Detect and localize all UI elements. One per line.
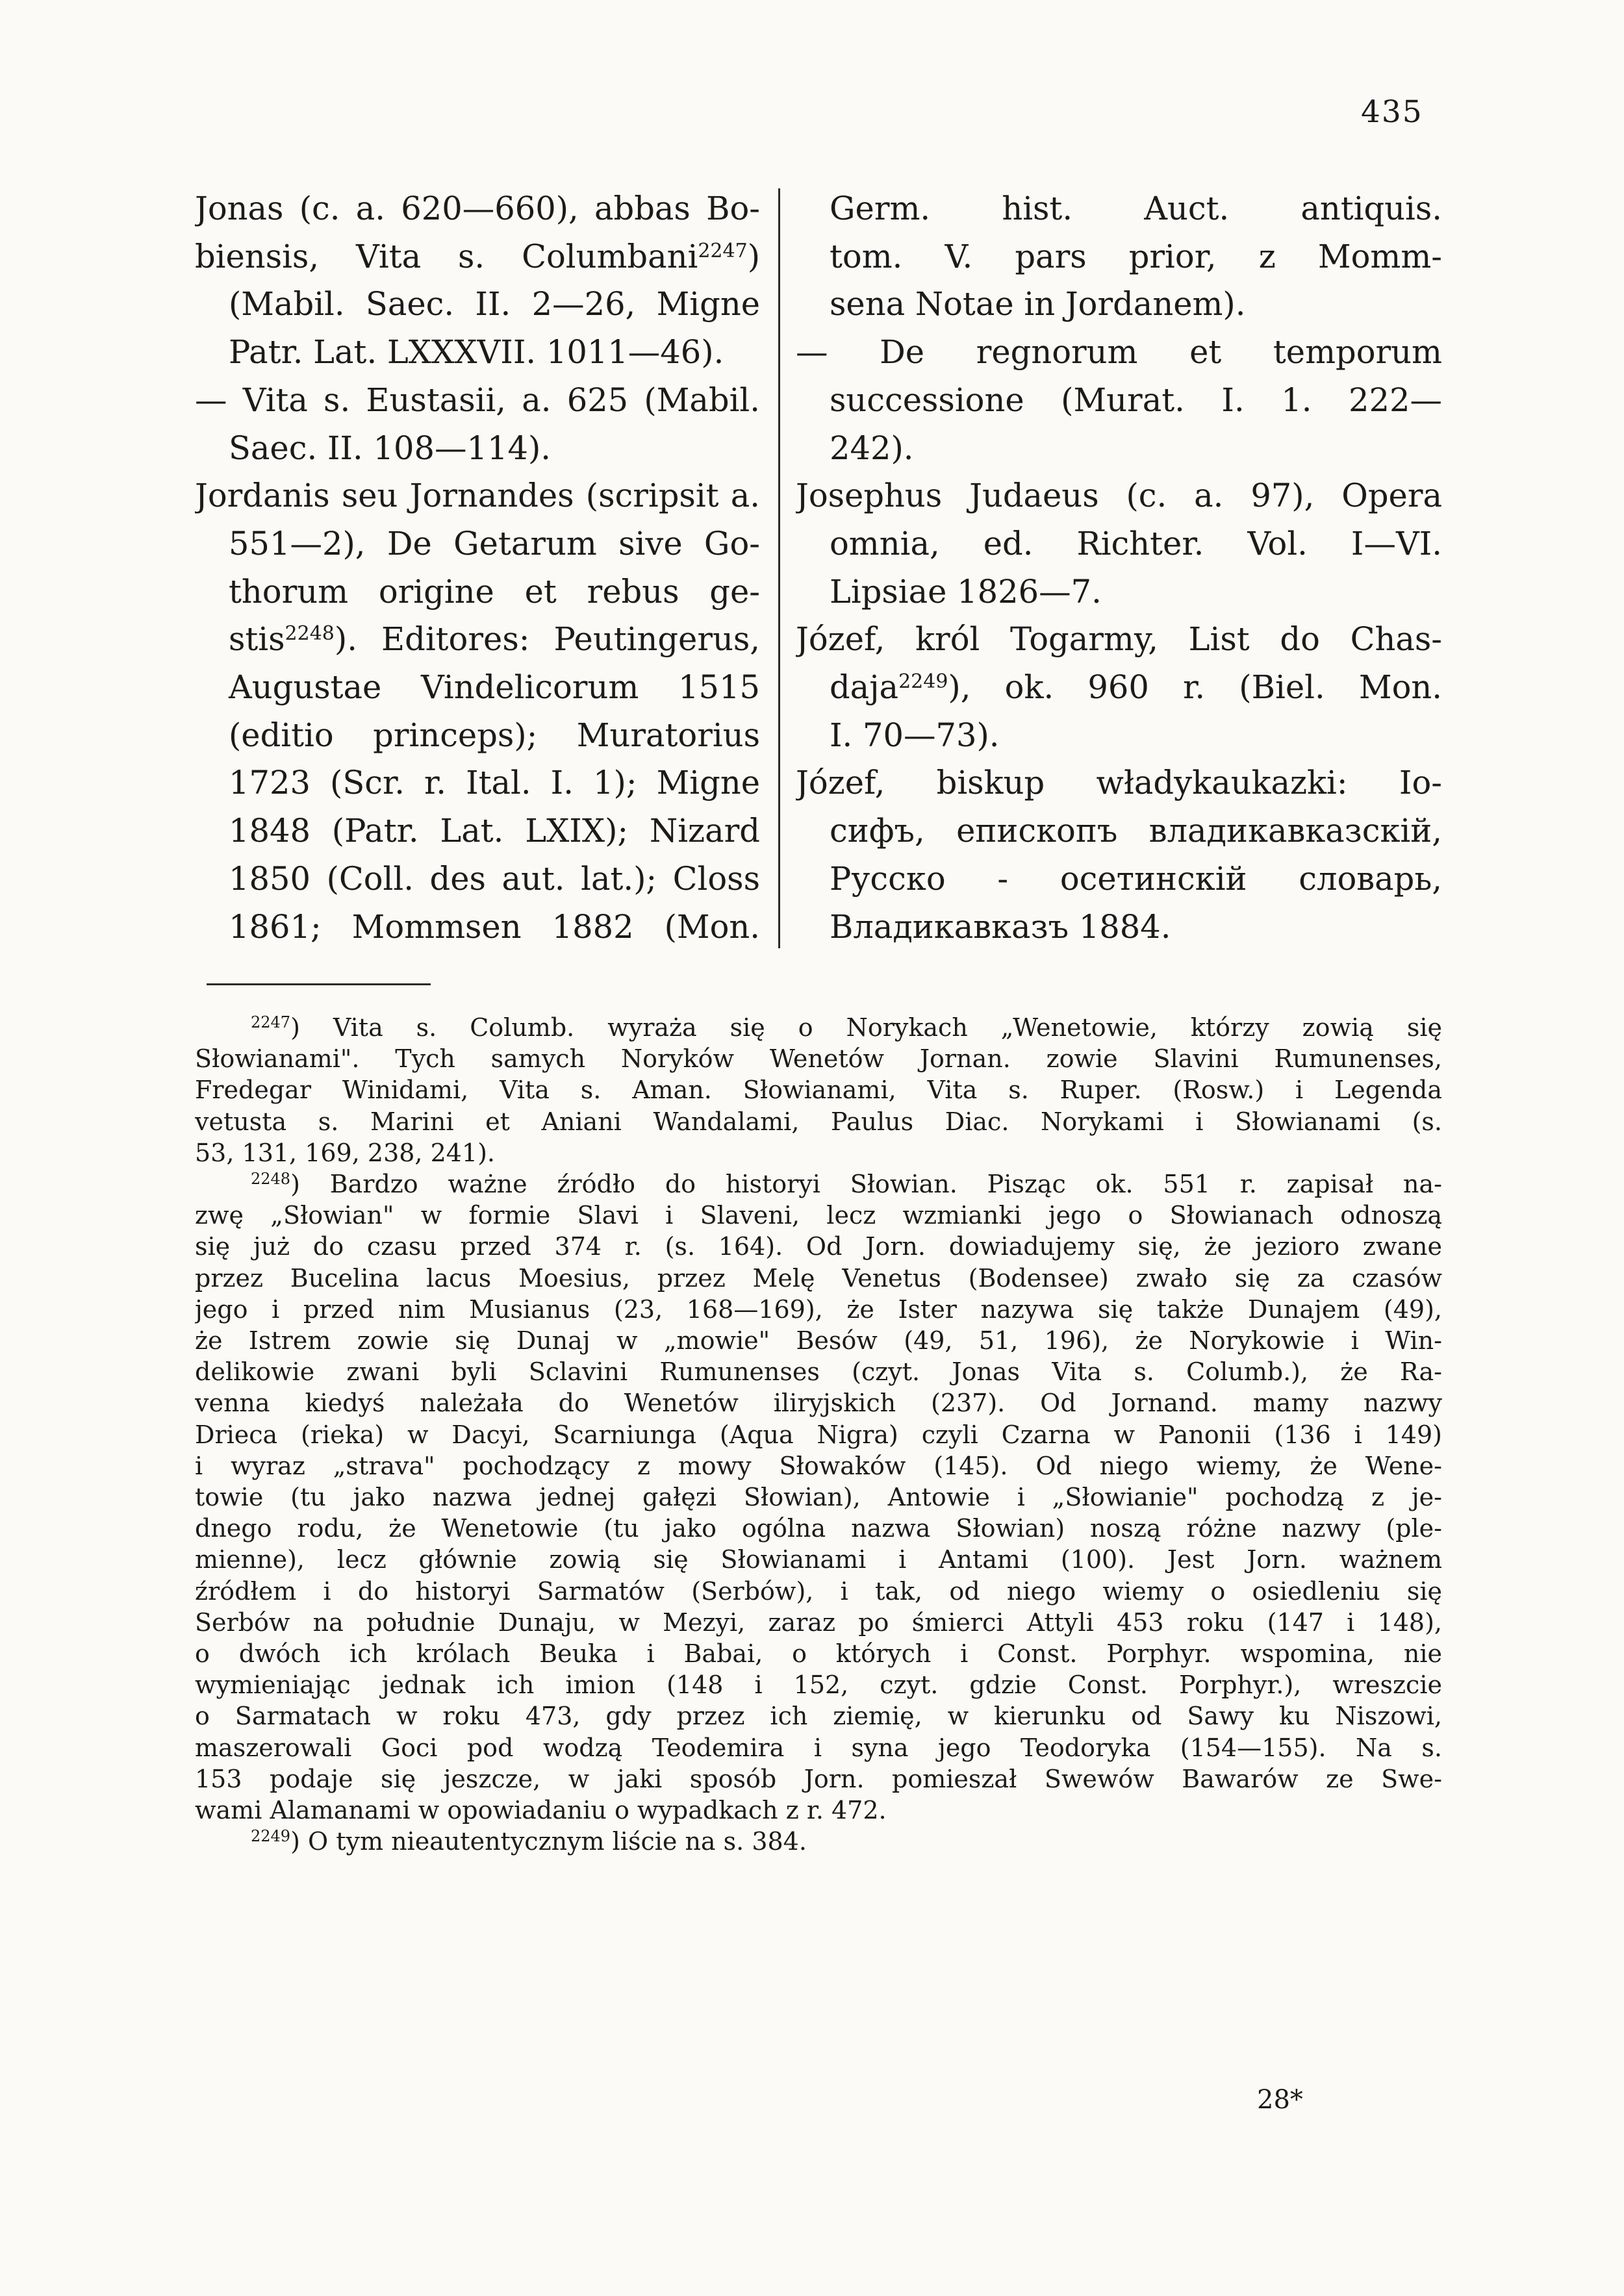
index-entry-line (195, 185, 760, 233)
line-text: Patr. Lat. LXXXVII. 1011—46). (229, 333, 724, 372)
index-entry-line (195, 712, 760, 760)
line-text: Słowianami". Tych samych Noryków Wenetów Jornan. zowie Slavini Rumunenses, (195, 1044, 1442, 1074)
line-text: mienne), lecz głównie zowią się Słowianami i Antami (100). Jest Jorn. ważnem (195, 1545, 1442, 1574)
footnote-line (195, 1263, 1442, 1294)
left-column (195, 185, 760, 951)
footnote-line (195, 1137, 1442, 1168)
line-text: thorum origine et rebus ge- (229, 572, 760, 611)
index-entry-line (796, 616, 1442, 664)
line-text: — De regnorum et temporum (796, 333, 1442, 372)
index-entry-line (195, 759, 760, 807)
footnote-line (195, 1106, 1442, 1137)
index-entry-line (195, 520, 760, 568)
footnote-line (195, 1795, 1442, 1826)
index-entry-line (195, 233, 760, 281)
line-text: 1848 (Patr. Lat. LXIX); Nizard (229, 812, 760, 850)
line-text: successione (Murat. I. 1. 222— (830, 381, 1442, 419)
index-entry-line (796, 329, 1442, 377)
footnote-line (195, 1732, 1442, 1763)
footnote-line (195, 1482, 1442, 1513)
line-text: 1861; Mommsen 1882 (Mon. (229, 907, 760, 946)
line-text: dnego rodu, że Wenetowie (tu jako ogólna nazwa Słowian) noszą różne nazwy (ple- (195, 1514, 1442, 1543)
page-number: 435 (1361, 94, 1423, 130)
index-entry-line (195, 281, 760, 329)
footnote-line (195, 1544, 1442, 1575)
line-text: Józef, biskup władykaukazki: Io- (796, 764, 1442, 802)
index-entry-line (195, 329, 760, 377)
footnote-line (195, 1356, 1442, 1387)
index-entry-line (195, 425, 760, 473)
footnote-line (195, 1294, 1442, 1325)
line-text: przez Bucelina lacus Moesius, przez Melę Venetus (Bodensee) zwało się za czasów (195, 1263, 1442, 1293)
right-column (796, 185, 1442, 951)
footnote-line (195, 1638, 1442, 1669)
line-text: delikowie zwani byli Sclavini Rumunenses (czyt. Jonas Vita s. Columb.), że Ra- (195, 1357, 1442, 1387)
line-text: daja (830, 668, 899, 707)
line-text-continued: ), ok. 960 r. (Biel. Mon. (948, 668, 1442, 707)
line-text: Jordanis seu Jornandes (scripsit a. (195, 477, 760, 515)
line-text: Germ. hist. Auct. antiquis. (830, 190, 1442, 227)
line-text: Józef, król Togarmy, List do Chas- (796, 620, 1442, 659)
line-text: źródłem i do historyi Sarmatów (Serbów), i tak, od niego wiemy o osiedleniu się (195, 1576, 1442, 1606)
footnote-line (195, 1043, 1442, 1074)
line-text: (editio princeps); Muratorius (229, 716, 760, 754)
footnote-line (195, 1200, 1442, 1231)
line-text: Владикавказъ 1884. (830, 907, 1171, 946)
line-text: tom. V. pars prior, z Momm- (830, 237, 1442, 275)
footnote-line (195, 1763, 1442, 1795)
line-text-continued: ) (747, 237, 760, 275)
footnote-reference: 2249 (898, 670, 948, 694)
footnote-marker: 2248 (251, 1170, 291, 1189)
footnote-line (195, 1700, 1442, 1732)
index-entry-line (195, 472, 760, 520)
footnote-text: ) Bardzo ważne źródło do historyi Słowian. Pisząc ok. 551 r. zapisał na- (290, 1170, 1442, 1199)
line-text: że Istrem zowie się Dunaj w „mowie" Besów (49, 51, 196), że Norykowie i Win- (195, 1326, 1442, 1356)
column-divider (778, 188, 780, 948)
line-text: 1850 (Coll. des aut. lat.); Closs (229, 859, 760, 898)
footnote-line (195, 1419, 1442, 1450)
line-text: się już do czasu przed 374 r. (s. 164). Od Jorn. dowiadujemy się, że jezioro zwane (195, 1232, 1442, 1261)
footnote-rule (207, 983, 431, 985)
index-entry-line (195, 903, 760, 952)
index-entry-line (796, 568, 1442, 616)
line-text: сифъ, епископъ владикавказскій, (830, 812, 1442, 850)
index-entry-line (796, 425, 1442, 473)
footnote-line (195, 1513, 1442, 1544)
index-entry-line (796, 520, 1442, 568)
line-text: Drieca (rieka) w Dacyi, Scarniunga (Aqua Nigra) czyli Czarna w Panonii (136 i 149) (195, 1420, 1442, 1449)
footnote-reference: 2248 (285, 622, 335, 646)
line-text: (Mabil. Saec. II. 2—26, Migne (229, 285, 760, 323)
line-text: o dwóch ich królach Beuka i Babai, o których i Const. Porphyr. wspomina, nie (195, 1639, 1442, 1669)
line-text: stis (229, 620, 285, 659)
line-text: Augustae Vindelicorum 1515 (229, 668, 760, 707)
footnote-line (195, 1387, 1442, 1419)
index-entry-line (796, 233, 1442, 281)
footnotes (195, 1012, 1442, 1857)
index-entry-line (195, 377, 760, 425)
footnote-line (195, 1074, 1442, 1105)
line-text: wami Alamanami w opowiadaniu o wypadkach z r. 472. (195, 1796, 887, 1825)
line-text: towie (tu jako nazwa jednej gałęzi Słowian), Antowie i „Słowianie" pochodzą z je- (195, 1483, 1442, 1512)
footnote-line (195, 1325, 1442, 1356)
line-text: — Vita s. Eustasii, a. 625 (Mabil. (195, 381, 760, 419)
line-text: Fredegar Winidami, Vita s. Aman. Słowianami, Vita s. Ruper. (Rosw.) i Legenda (195, 1076, 1442, 1105)
line-text: Saec. II. 108—114). (229, 429, 551, 467)
index-entry-line (796, 759, 1442, 807)
line-text: sena Notae in Jordanem). (830, 285, 1246, 323)
line-text: jego i przed nim Musianus (23, 168—169), że Ister nazywa się także Dunajem (49), (195, 1294, 1442, 1324)
line-text: maszerowali Goci pod wodzą Teodemira i syna jego Teodoryka (154—155). Na s. (195, 1733, 1442, 1762)
footnote-reference: 2247 (698, 239, 748, 262)
index-entry-line (796, 712, 1442, 760)
line-text: 551—2), De Getarum sive Go- (229, 524, 760, 562)
index-entry-line (796, 664, 1442, 712)
line-text: Lipsiae 1826—7. (830, 572, 1102, 611)
index-entry-line (796, 903, 1442, 952)
footnote-line (195, 1450, 1442, 1482)
footnote-line (195, 1168, 1442, 1200)
printer-signature: 28* (1257, 2085, 1303, 2115)
footnote-text: ) O tym nieautentycznym liście na s. 384. (290, 1827, 807, 1856)
line-text-continued: ). Editores: Peutingerus, (334, 620, 760, 659)
index-entry-line (796, 281, 1442, 329)
line-text: 242). (830, 429, 914, 467)
line-text: o Sarmatach w roku 473, gdy przez ich ziemię, w kierunku od Sawy ku Niszowi, (195, 1702, 1442, 1731)
index-entry-line (796, 807, 1442, 855)
index-entry-line (195, 664, 760, 712)
line-text: Русско - осетинскій словарь, (830, 859, 1442, 898)
line-text: biensis, Vita s. Columbani (195, 237, 698, 275)
line-text: vetusta s. Marini et Aniani Wandalami, Paulus Diac. Norykami i Słowianami (s. (195, 1107, 1442, 1136)
footnote-line (195, 1607, 1442, 1638)
line-text: Jonas (c. a. 620—660), abbas Bo- (195, 190, 760, 227)
line-text: wymieniając jednak ich imion (148 i 152, czyt. gdzie Const. Porphyr.), wreszcie (195, 1671, 1442, 1700)
index-entry-line (195, 616, 760, 664)
index-entry-line (796, 472, 1442, 520)
footnote-line (195, 1231, 1442, 1262)
line-text: 153 podaje się jeszcze, w jaki sposób Jorn. pomieszał Swewów Bawarów ze Swe- (195, 1764, 1442, 1793)
line-text: 53, 131, 169, 238, 241). (195, 1138, 496, 1167)
footnote-marker: 2249 (251, 1827, 291, 1846)
footnote-text: ) Vita s. Columb. wyraża się o Norykach „Wenetowie, którzy zowią się (290, 1013, 1442, 1042)
index-entry-line (195, 855, 760, 903)
line-text: zwę „Słowian" w formie Slavi i Slaveni, lecz wzmianki jego o Słowianach odnoszą (195, 1201, 1442, 1230)
line-text: i wyraz „strava" pochodzący z mowy Słowaków (145). Od niego wiemy, że Wene- (195, 1451, 1442, 1480)
footnote-line (195, 1669, 1442, 1700)
index-entry-line (195, 807, 760, 855)
line-text: omnia, ed. Richter. Vol. I—VI. (830, 524, 1442, 562)
line-text: I. 70—73). (830, 716, 1000, 754)
line-text: Josephus Judaeus (c. a. 97), Opera (796, 477, 1442, 515)
footnote-line (195, 1826, 1442, 1857)
footnote-line (195, 1012, 1442, 1043)
line-text: Serbów na południe Dunaju, w Mezyi, zaraz po śmierci Attyli 453 roku (147 i 148), (195, 1608, 1442, 1637)
index-entry-line (796, 377, 1442, 425)
index-entry-line (195, 568, 760, 616)
footnote-marker: 2247 (251, 1013, 291, 1031)
line-text: venna kiedyś należała do Wenetów iliryjskich (237). Od Jornand. mamy nazwy (195, 1389, 1442, 1418)
index-entry-line (796, 185, 1442, 233)
index-entry-line (796, 855, 1442, 903)
footnote-line (195, 1576, 1442, 1607)
line-text: 1723 (Scr. r. Ital. I. 1); Migne (229, 764, 760, 802)
